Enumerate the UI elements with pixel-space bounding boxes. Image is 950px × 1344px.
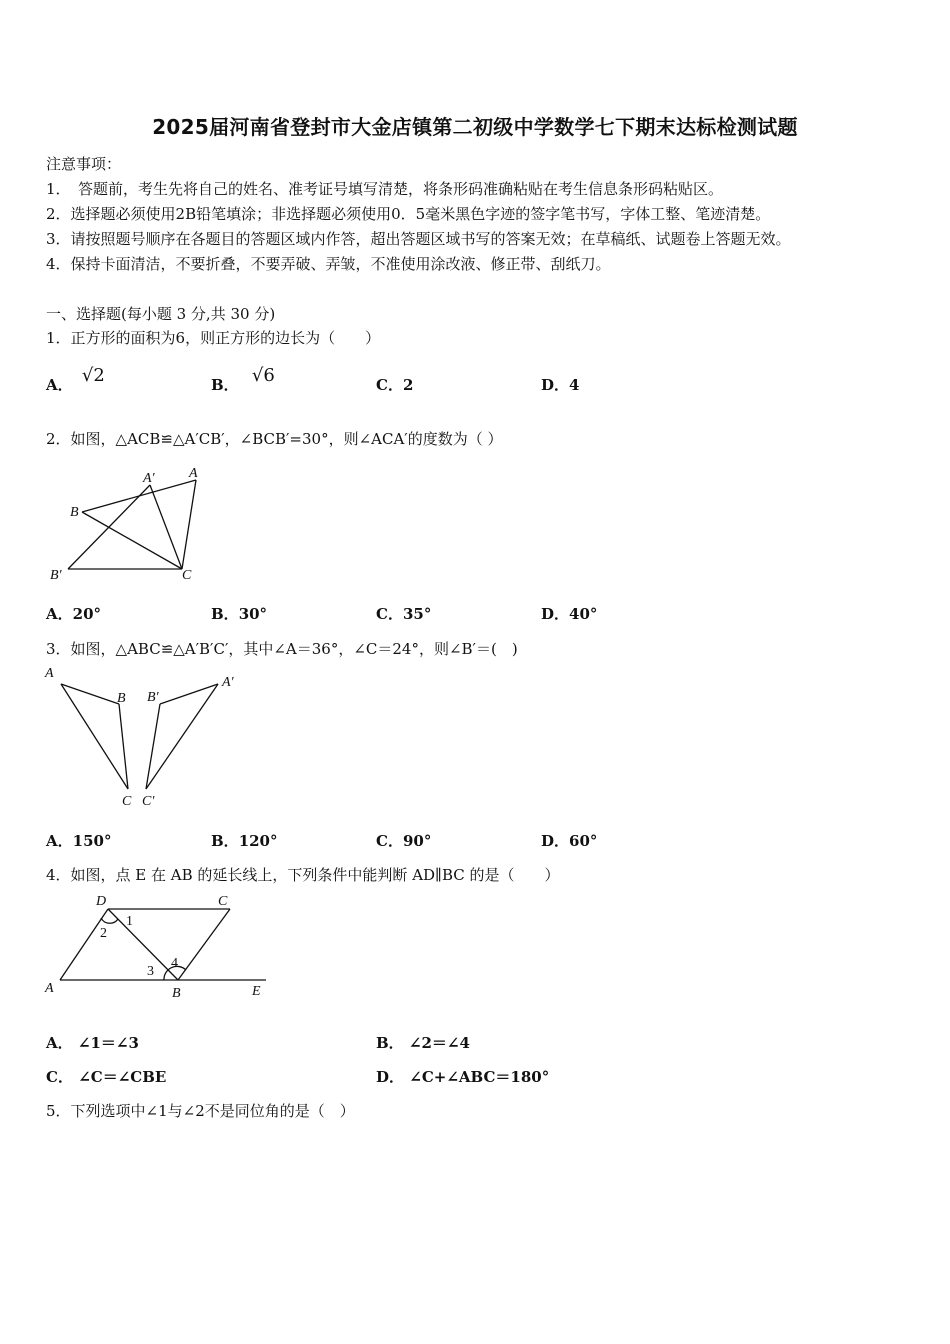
q4-line-AD: [60, 909, 108, 980]
q2-option-c: C．35°: [376, 605, 432, 623]
question-3-stem: 3．如图，△ABC≌△A′B′C′，其中∠A＝36°，∠C＝24°，则∠B′＝( ): [46, 640, 518, 658]
notice-item: 1． 答题前，考生先将自己的姓名、准考证号填写清楚，将条形码准确粘贴在考生信息条形码粘贴区。: [46, 180, 724, 198]
q4-label: 4: [171, 956, 178, 971]
q3-figure: [40, 664, 250, 814]
q1-option-a-value: √2: [81, 365, 105, 386]
q3-option-d: D．60°: [541, 832, 598, 850]
q4-label: C: [218, 894, 228, 909]
q4-label: 3: [147, 964, 154, 979]
q3-label: A′: [222, 675, 234, 690]
q2-label: C: [182, 568, 192, 583]
q2-option-a: A．20°: [46, 605, 102, 623]
q2-option-d: D．40°: [541, 605, 598, 623]
q3-label: C: [122, 794, 132, 809]
q2-label: B: [70, 505, 79, 520]
q2-line-B'A': [68, 485, 150, 569]
q4-label: A: [45, 981, 54, 996]
q4-figure: [40, 888, 275, 1006]
q3-label: B: [117, 691, 126, 706]
q2-label: A: [189, 466, 198, 481]
q3-label: C′: [142, 794, 155, 809]
q3-label: A: [45, 666, 54, 681]
q2-line-A'C: [150, 485, 182, 569]
section-heading: 一、选择题(每小题 3 分,共 30 分): [46, 305, 276, 323]
q3-option-c: C．90°: [376, 832, 432, 850]
q4-option-c: C． ∠C＝∠CBE: [46, 1068, 167, 1086]
notice-item: 3．请按照题号顺序在各题目的答题区域内作答，超出答题区域书写的答案无效；在草稿纸、试题卷上答题无效。: [46, 230, 791, 248]
q2-label: A′: [143, 471, 155, 486]
q4-label: 2: [100, 926, 107, 941]
q3-line-A'B': [160, 684, 218, 704]
page-title: 2025届河南省登封市大金店镇第二初级中学数学七下期末达标检测试题: [152, 115, 798, 139]
q3-label: B′: [147, 690, 159, 705]
q4-label: D: [96, 894, 107, 909]
question-2-stem: 2．如图，△ACB≌△A′CB′，∠BCB′=30°，则∠ACA′的度数为（ ）: [46, 430, 503, 448]
notice-item: 4．保持卡面清洁，不要折叠，不要弄破、弄皱，不准使用涂改液、修正带、刮纸刀。: [46, 255, 611, 273]
q4-option-d: D． ∠C+∠ABC＝180°: [376, 1068, 550, 1086]
notice-item: 2．选择题必须使用2B铅笔填涂；非选择题必须使用0．5毫米黑色字迹的签字笔书写，字体工整、笔迹清楚。: [46, 205, 771, 223]
q4-label: 1: [126, 914, 133, 929]
q4-label: B: [172, 986, 181, 1001]
q1-option-b-value: √6: [251, 365, 275, 386]
q2-label: B′: [50, 568, 62, 583]
q2-option-b: B．30°: [211, 605, 268, 623]
q3-option-a: A．150°: [46, 832, 112, 850]
q4-angle-arc: [101, 918, 118, 923]
q4-option-b: B． ∠2＝∠4: [376, 1034, 470, 1052]
q2-figure: [46, 462, 216, 587]
q1-option-b: B． √6: [211, 365, 275, 394]
q1-option-a: A． √2: [46, 365, 105, 394]
q1-option-d: D．4: [541, 376, 580, 394]
q3-line-B'C': [146, 704, 160, 789]
q3-line-AB: [61, 684, 119, 704]
question-4-stem: 4．如图，点 E 在 AB 的延长线上，下列条件中能判断 AD∥BC 的是（ ）: [46, 866, 560, 884]
notice-heading: 注意事项：: [46, 155, 122, 173]
q2-line-AC: [182, 480, 196, 569]
q1-option-c: C．2: [376, 376, 414, 394]
q3-option-b: B．120°: [211, 832, 278, 850]
question-5-stem: 5．下列选项中∠1与∠2不是同位角的是（ ）: [46, 1102, 355, 1120]
question-1-stem: 1．正方形的面积为6，则正方形的边长为（ ）: [46, 329, 381, 347]
q4-option-a: A． ∠1＝∠3: [46, 1034, 139, 1052]
q4-label: E: [252, 984, 261, 999]
q2-line-BC: [82, 512, 182, 569]
